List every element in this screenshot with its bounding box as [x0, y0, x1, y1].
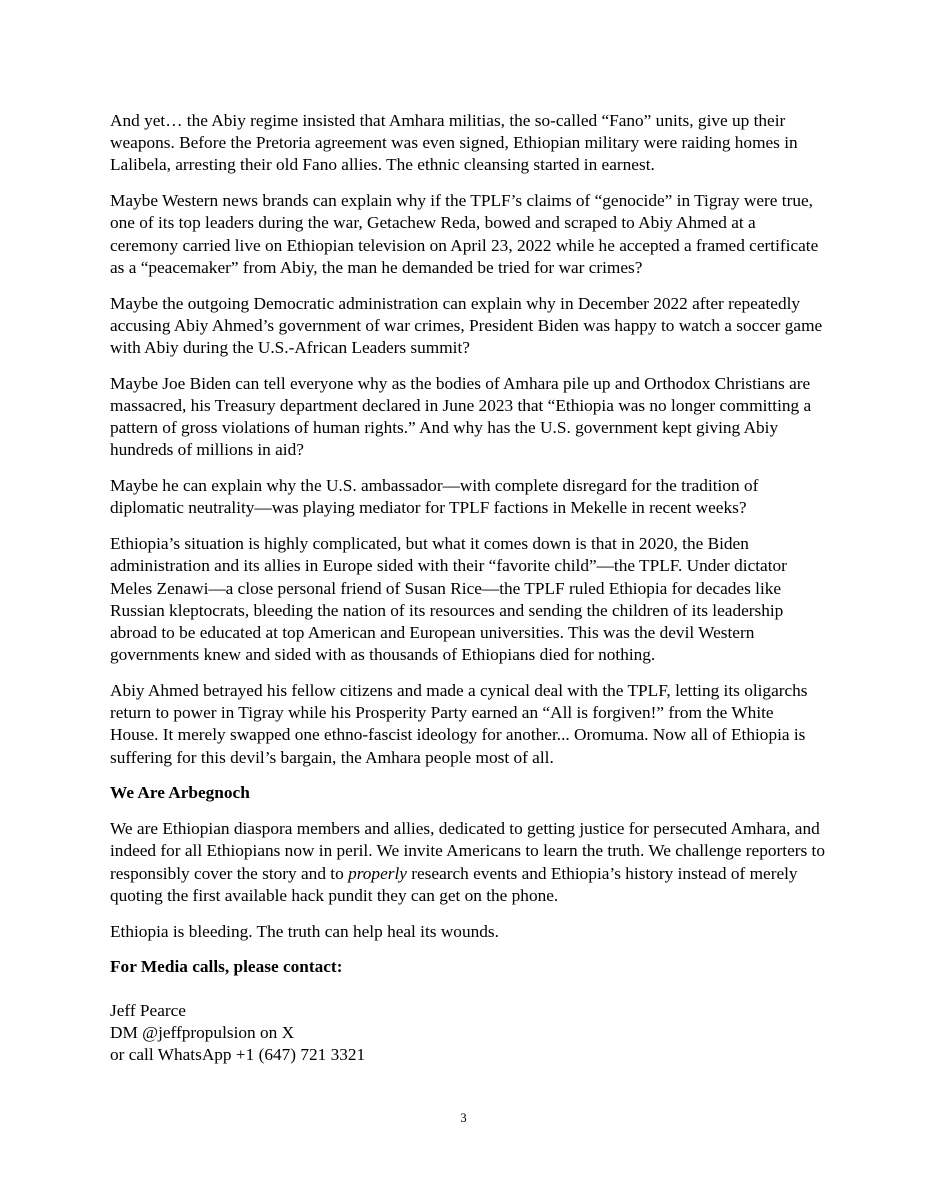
contact-heading: For Media calls, please contact: — [110, 957, 343, 977]
contact-dm: DM @jeffpropulsion on X — [110, 1022, 295, 1042]
contact-block — [110, 1000, 826, 1067]
paragraph-closing: Ethiopia is bleeding. The truth can help heal its wounds. — [110, 921, 499, 941]
mission-text-start: We are Ethiopian diaspora members and allies, dedicated to getting justice for persecuted Amhara, and indeed for all Ethiopians now in peril. We invite Americans to learn the truth. We challenge reporters to responsibly cover the story and to — [110, 819, 825, 883]
paragraph-soccer-game: Maybe the outgoing Democratic administration can explain why in December 2022 after repeatedly accusing Abiy Ahmed’s government of war crimes, President Biden was happy to watch a soccer game with Abiy during the U.S.-African Leaders summit? — [110, 293, 823, 358]
contact-name: Jeff Pearce — [110, 1000, 186, 1020]
mission-text-end: research events and Ethiopia’s history instead of merely quoting the first available hack pundit they can get on the phone. — [110, 863, 798, 905]
paragraph-ambassador: Maybe he can explain why the U.S. ambassador—with complete disregard for the tradition of diplomatic neutrality—was playing mediator for TPLF factions in Mekelle in recent weeks? — [110, 476, 759, 518]
mission-emphasis: properly — [348, 863, 407, 883]
paragraph-betrayal: Abiy Ahmed betrayed his fellow citizens and made a cynical deal with the TPLF, letting its oligarchs return to power in Tigray while his Prosperity Party earned an “All is forgiven!” from the White House. It merely swapped one ethno-fascist ideology for another... Oromuma. Now all of Ethiopia is suffering for this devil’s bargain, the Amhara people most of all. — [110, 681, 808, 767]
contact-phone: or call WhatsApp +1 (647) 721 3321 — [110, 1045, 366, 1065]
paragraph-mission — [110, 818, 826, 907]
paragraph-treasury: Maybe Joe Biden can tell everyone why as the bodies of Amhara pile up and Orthodox Christians are massacred, his Treasury department declared in June 2023 that “Ethiopia was no longer committing a pattern of gross violations of human rights.” And why has the U.S. government kept giving Abiy hundreds of millions in aid? — [110, 373, 812, 460]
paragraph-complicated: Ethiopia’s situation is highly complicated, but what it comes down is that in 2020, the Biden administration and its allies in Europe sided with their “favorite child”—the TPLF. Under dictator Meles Zenawi—a close personal friend of Susan Rice—the TPLF ruled Ethiopia for decades like Russian kleptocrats, bleeding the nation of its resources and sending the children of its leadership abroad to be educated at top American and European universities. This was the devil Western governments knew and sided with as thousands of Ethiopians died for nothing. — [110, 534, 787, 665]
paragraph-fano: And yet… the Abiy regime insisted that Amhara militias, the so-called “Fano” units, give up their weapons. Before the Pretoria agreement was even signed, Ethiopian military were raiding homes in Lalibela, arresting their old Fano allies. The ethnic cleansing started in earnest. — [110, 111, 798, 175]
section-heading: We Are Arbegnoch — [110, 783, 250, 803]
paragraph-getachew-reda: Maybe Western news brands can explain why if the TPLF’s claims of “genocide” in Tigray were true, one of its top leaders during the war, Getachew Reda, bowed and scraped to Abiy Ahmed at a ceremony carried live on Ethiopian television on April 23, 2022 while he accepted a framed certificate as a “peacemaker” from Abiy, the man he demanded be tried for war crimes? — [110, 191, 819, 277]
document-page — [110, 110, 826, 1066]
page-number: 3 — [460, 1111, 467, 1125]
